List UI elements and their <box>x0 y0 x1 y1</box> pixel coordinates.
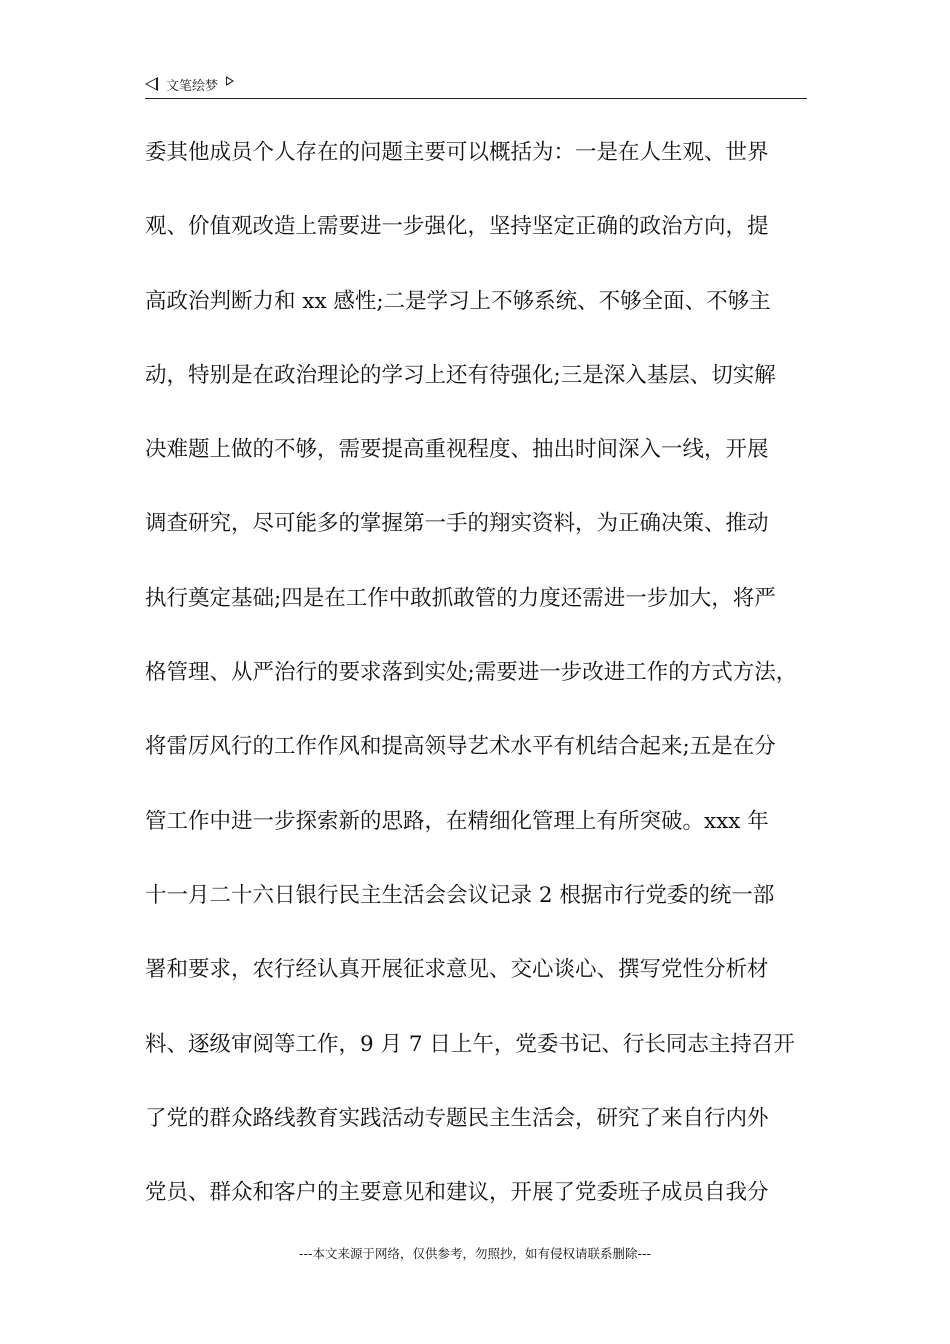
body-line: 料、逐级审阅等工作，9 月 7 日上午，党委书记、行长同志主持召开 <box>145 1031 795 1057</box>
body-line: 调查研究，尽可能多的掌握第一手的翔实资料，为正确决策、推动 <box>145 511 769 537</box>
body-line: 动，特别是在政治理论的学习上还有待强化;三是深入基层、切实解 <box>145 362 776 388</box>
body-line: 执行奠定基础;四是在工作中敢抓敢管的力度还需进一步加大，将严 <box>145 585 776 611</box>
body-line: 高政治判断力和 xx 感性;二是学习上不够系统、不够全面、不够主 <box>145 288 771 314</box>
body-line: 十一月二十六日银行民主生活会会议记录 2 根据市行党委的统一部 <box>145 882 775 908</box>
body-line: 决难题上做的不够，需要提高重视程度、抽出时间深入一线，开展 <box>145 437 769 463</box>
triangle-left-icon <box>145 77 158 91</box>
document-body <box>145 133 815 1247</box>
body-line: 了党的群众路线教育实践活动专题民主生活会，研究了来自行内外 <box>145 1105 769 1131</box>
body-line: 管工作中进一步探索新的思路，在精细化管理上有所突破。xxx 年 <box>145 808 769 834</box>
footer-notice: ---本文来源于网络，仅供参考，勿照抄，如有侵权请联系删除--- <box>298 1246 652 1261</box>
body-line: 署和要求，农行经认真开展征求意见、交心谈心、撰写党性分析材 <box>145 957 769 983</box>
header-brand <box>145 74 234 94</box>
page-header <box>145 74 807 99</box>
triangle-right-icon <box>226 76 234 86</box>
body-line: 格管理、从严治行的要求落到实处;需要进一步改进工作的方式方法， <box>145 660 798 686</box>
body-line: 观、价值观改造上需要进一步强化，坚持坚定正确的政治方向，提 <box>145 214 769 240</box>
body-line: 委其他成员个人存在的问题主要可以概括为：一是在人生观、世界 <box>145 140 769 165</box>
body-line: 将雷厉风行的工作作风和提高领导艺术水平有机结合起来;五是在分 <box>145 734 776 760</box>
body-line: 党员、群众和客户的主要意见和建议，开展了党委班子成员自我分 <box>145 1180 769 1206</box>
brand-name: 文笔绘梦 <box>166 78 219 94</box>
